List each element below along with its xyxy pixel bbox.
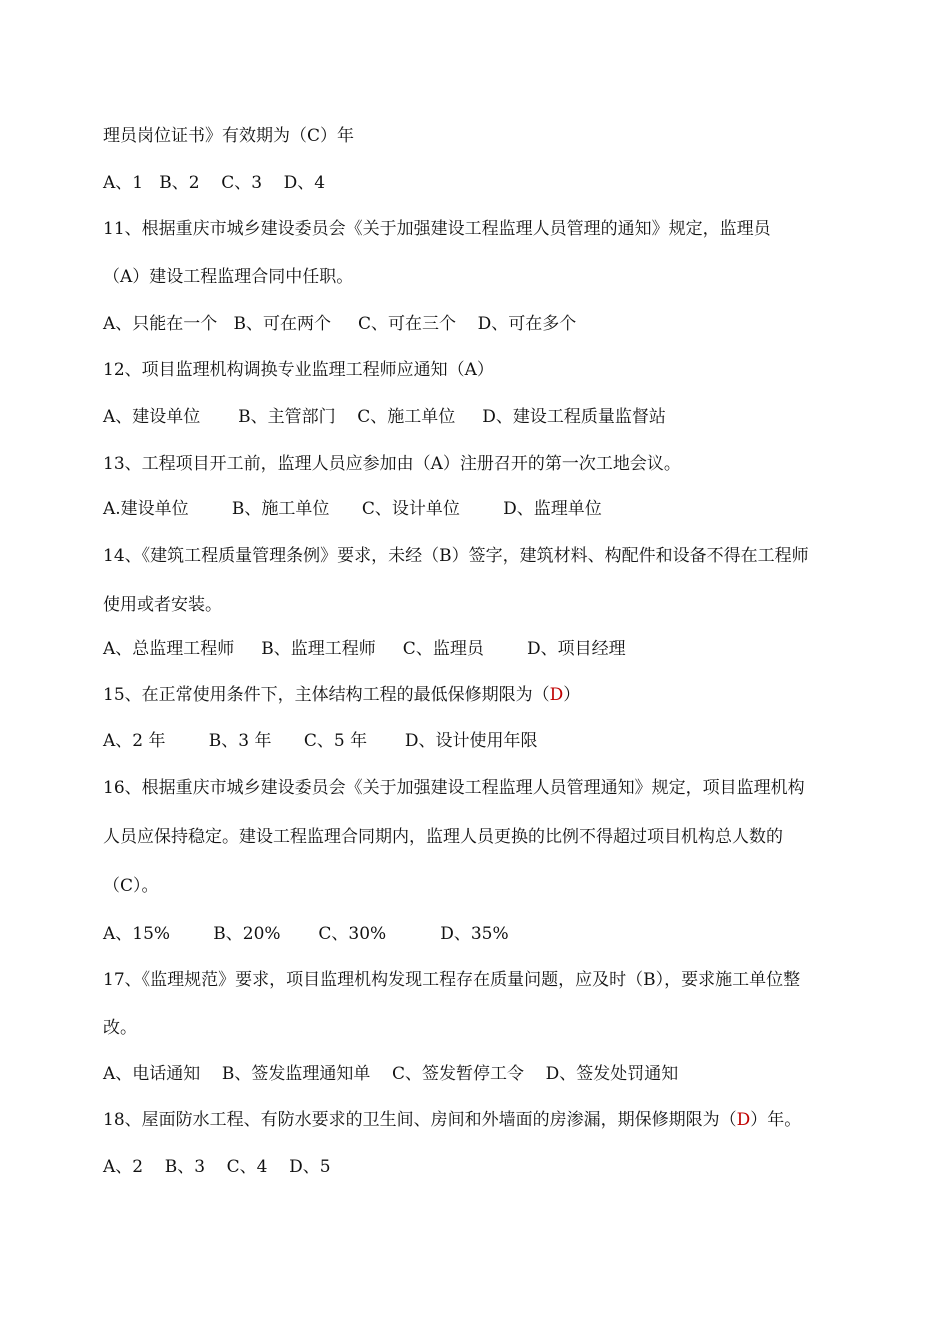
text-line: 使用或者安装。 [103,595,222,615]
text-line: A、15% B、20% C、30% D、35% [103,924,509,944]
text-line: 17、《监理规范》要求，项目监理机构发现工程存在质量问题，应及时（B），要求施工单位整 [103,970,801,990]
text-line [103,684,863,706]
text-line: 人员应保持稳定。建设工程监理合同期内，监理人员更换的比例不得超过项目机构总人数的 [103,827,783,847]
text-line: A、总监理工程师 B、监理工程师 C、监理员 D、项目经理 [103,639,626,659]
text-segment: ）年。 [750,1110,802,1130]
text-line: 理员岗位证书》有效期为（C）年 [103,126,355,146]
text-line: 14、《建筑工程质量管理条例》要求，未经（B）签字，建筑材料、构配件和设备不得在工程师 [103,546,809,566]
text-line: A、电话通知 B、签发监理通知单 C、签发暂停工令 D、签发处罚通知 [103,1064,679,1084]
text-line: A、2 年 B、3 年 C、5 年 D、设计使用年限 [103,731,538,751]
text-line: 13、工程项目开工前，监理人员应参加由（A）注册召开的第一次工地会议。 [103,454,681,474]
text-line: （A）建设工程监理合同中任职。 [103,267,354,287]
text-line: 16、根据重庆市城乡建设委员会《关于加强建设工程监理人员管理通知》规定，项目监理机构 [103,778,805,798]
text-segment: 18、屋面防水工程、有防水要求的卫生间、房间和外墙面的房渗漏，期保修期限为（ [103,1110,737,1130]
text-segment: 15、在正常使用条件下，主体结构工程的最低保修期限为（ [103,685,550,705]
answer-highlight: D [736,1110,751,1130]
text-line: A、只能在一个 B、可在两个 C、可在三个 D、可在多个 [103,314,577,334]
answer-highlight: D [549,685,564,705]
text-line: （C）。 [103,876,159,896]
text-line: A、1 B、2 C、3 D、4 [103,173,326,193]
text-line: 12、项目监理机构调换专业监理工程师应通知（A） [103,360,494,380]
text-line: A、2 B、3 C、4 D、5 [103,1157,331,1177]
text-line: A.建设单位 B、施工单位 C、设计单位 D、监理单位 [103,499,602,519]
text-line: 改。 [103,1018,137,1038]
text-segment: ） [563,685,581,705]
text-line [103,1109,863,1131]
text-line: 11、根据重庆市城乡建设委员会《关于加强建设工程监理人员管理的通知》规定，监理员 [103,219,771,239]
text-line: A、建设单位 B、主管部门 C、施工单位 D、建设工程质量监督站 [103,407,666,427]
